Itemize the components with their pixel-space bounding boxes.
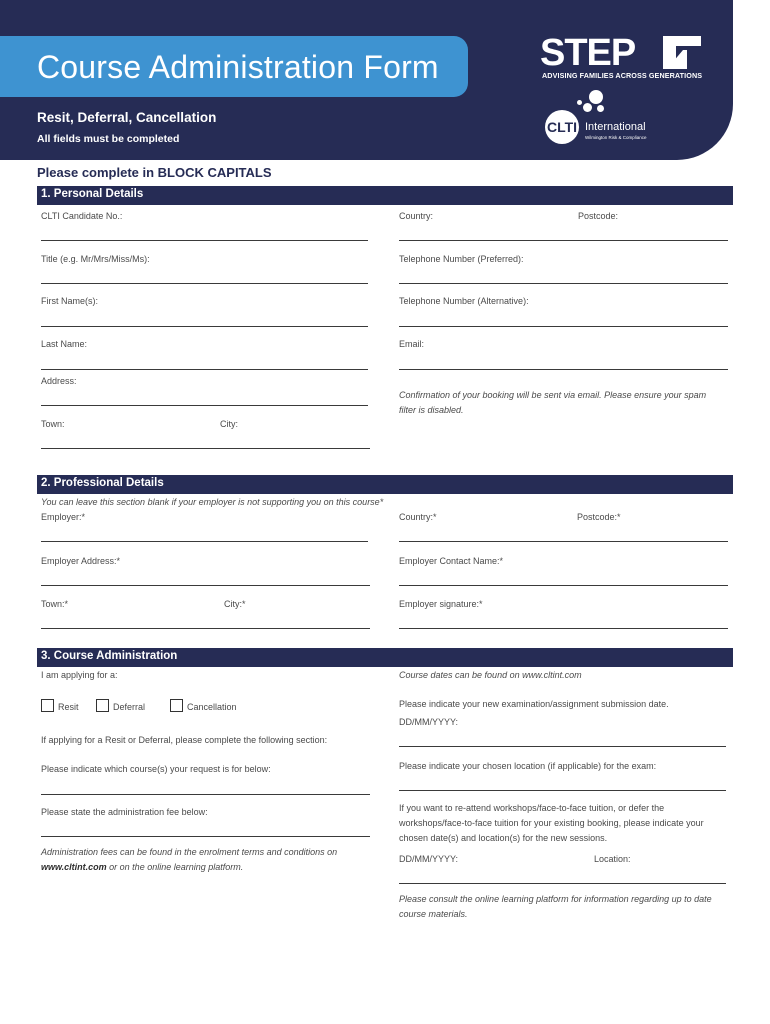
which-course-field[interactable] <box>41 794 370 795</box>
section-professional-header <box>37 475 733 494</box>
employer-postcode-label: Postcode:* <box>577 512 621 522</box>
country-postcode-field[interactable] <box>399 240 728 241</box>
candidate-no-label: CLTI Candidate No.: <box>41 211 123 221</box>
city-label: City: <box>220 419 238 429</box>
fees-note-link[interactable]: www.cltint.com <box>41 862 107 872</box>
form-title: Course Administration Form <box>37 49 439 85</box>
address-field[interactable] <box>41 405 368 406</box>
employer-field[interactable] <box>41 541 368 542</box>
workshop-date-label: DD/MM/YYYY: <box>399 854 459 864</box>
logo-dot <box>597 105 604 112</box>
fees-note-text: Administration fees can be found in the enrolment terms and conditions on <box>41 847 338 857</box>
resit-label: Resit <box>58 702 79 712</box>
first-name-field[interactable] <box>41 326 368 327</box>
admin-fee-label: Please state the administration fee below: <box>41 807 208 817</box>
employer-city-label: City:* <box>224 599 246 609</box>
admin-fee-field[interactable] <box>41 836 370 837</box>
professional-note: You can leave this section blank if your employer is not supporting you on this course* <box>41 497 384 507</box>
confirmation-note: Confirmation of your booking will be sent via email. Please ensure your spam filter is disabled. <box>399 390 707 415</box>
section-course-header <box>37 648 733 667</box>
clti-mark: CLTI <box>545 110 579 144</box>
clti-subtitle: Wilmington Risk & Compliance <box>585 135 647 140</box>
logo-dot <box>589 90 603 104</box>
employer-contact-field[interactable] <box>399 585 728 586</box>
new-date-label: Please indicate your new examination/assignment submission date. <box>399 699 669 709</box>
employer-signature-field[interactable] <box>399 628 728 629</box>
reattend-instructions: If you want to re-attend workshops/face-to-face tuition, or defer the workshops/face-to-face tuition for your existing booking, please indicate your chosen date(s) and location(s) for the new sessions. <box>399 803 704 843</box>
fees-note <box>41 845 351 875</box>
employer-address-label: Employer Address:* <box>41 556 121 566</box>
employer-town-city-field[interactable] <box>41 628 370 629</box>
step-tagline: ADVISING FAMILIES ACROSS GENERATIONS <box>542 71 703 80</box>
applying-for-label: I am applying for a: <box>41 670 118 680</box>
required-note: All fields must be completed <box>37 133 180 145</box>
tel-alternative-label: Telephone Number (Alternative): <box>399 296 529 306</box>
employer-town-label: Town:* <box>41 599 69 609</box>
clti-name: International <box>585 121 646 133</box>
form-subtitle: Resit, Deferral, Cancellation <box>37 110 217 125</box>
candidate-no-field[interactable] <box>41 240 368 241</box>
title-field[interactable] <box>41 283 368 284</box>
section-title: 1. Personal Details <box>41 188 144 200</box>
step-mark-icon <box>663 36 701 69</box>
email-label: Email: <box>399 339 425 349</box>
employer-country-postcode-field[interactable] <box>399 541 728 542</box>
which-course-label: Please indicate which course(s) your request is for below: <box>41 764 271 774</box>
cancellation-checkbox[interactable] <box>170 699 183 712</box>
email-field[interactable] <box>399 369 728 370</box>
workshop-location-label: Location: <box>594 854 631 864</box>
block-capitals-instruction: Please complete in BLOCK CAPITALS <box>37 165 272 180</box>
exam-location-field[interactable] <box>399 790 726 791</box>
consult-platform-note: Please consult the online learning platform for information regarding up to date course materials. <box>399 894 712 919</box>
cancellation-label: Cancellation <box>187 702 237 712</box>
step-logo-word: STEP <box>540 32 636 74</box>
tel-alternative-field[interactable] <box>399 326 728 327</box>
clti-logo <box>545 88 665 148</box>
title-label: Title (e.g. Mr/Mrs/Miss/Ms): <box>41 254 150 264</box>
section-title: 3. Course Administration <box>41 650 178 662</box>
last-name-field[interactable] <box>41 369 368 370</box>
deferral-checkbox[interactable] <box>96 699 109 712</box>
employer-label: Employer:* <box>41 512 86 522</box>
employer-address-field[interactable] <box>41 585 370 586</box>
first-name-label: First Name(s): <box>41 296 98 306</box>
logo-dot <box>583 103 592 112</box>
step-logo <box>540 32 705 85</box>
fees-note-text-end: or on the online learning platform. <box>106 862 244 872</box>
employer-signature-label: Employer signature:* <box>399 599 483 609</box>
employer-country-label: Country:* <box>399 512 437 522</box>
town-city-field[interactable] <box>41 448 370 449</box>
deferral-label: Deferral <box>113 702 146 712</box>
logo-dot <box>577 100 582 105</box>
resit-deferral-note: If applying for a Resit or Deferral, please complete the following section: <box>41 735 328 745</box>
address-label: Address: <box>41 376 77 386</box>
section-title: 2. Professional Details <box>41 477 164 489</box>
section-personal-header <box>37 186 733 205</box>
resit-checkbox[interactable] <box>41 699 54 712</box>
tel-preferred-field[interactable] <box>399 283 728 284</box>
employer-contact-label: Employer Contact Name:* <box>399 556 504 566</box>
postcode-label: Postcode: <box>578 211 619 221</box>
new-date-field[interactable] <box>399 746 726 747</box>
course-dates-note: Course dates can be found on www.cltint.com <box>399 670 582 680</box>
last-name-label: Last Name: <box>41 339 88 349</box>
date-format-label: DD/MM/YYYY: <box>399 717 459 727</box>
country-label: Country: <box>399 211 434 221</box>
workshop-date-location-field[interactable] <box>399 883 726 884</box>
town-label: Town: <box>41 419 65 429</box>
exam-location-label: Please indicate your chosen location (if applicable) for the exam: <box>399 761 657 771</box>
tel-preferred-label: Telephone Number (Preferred): <box>399 254 524 264</box>
